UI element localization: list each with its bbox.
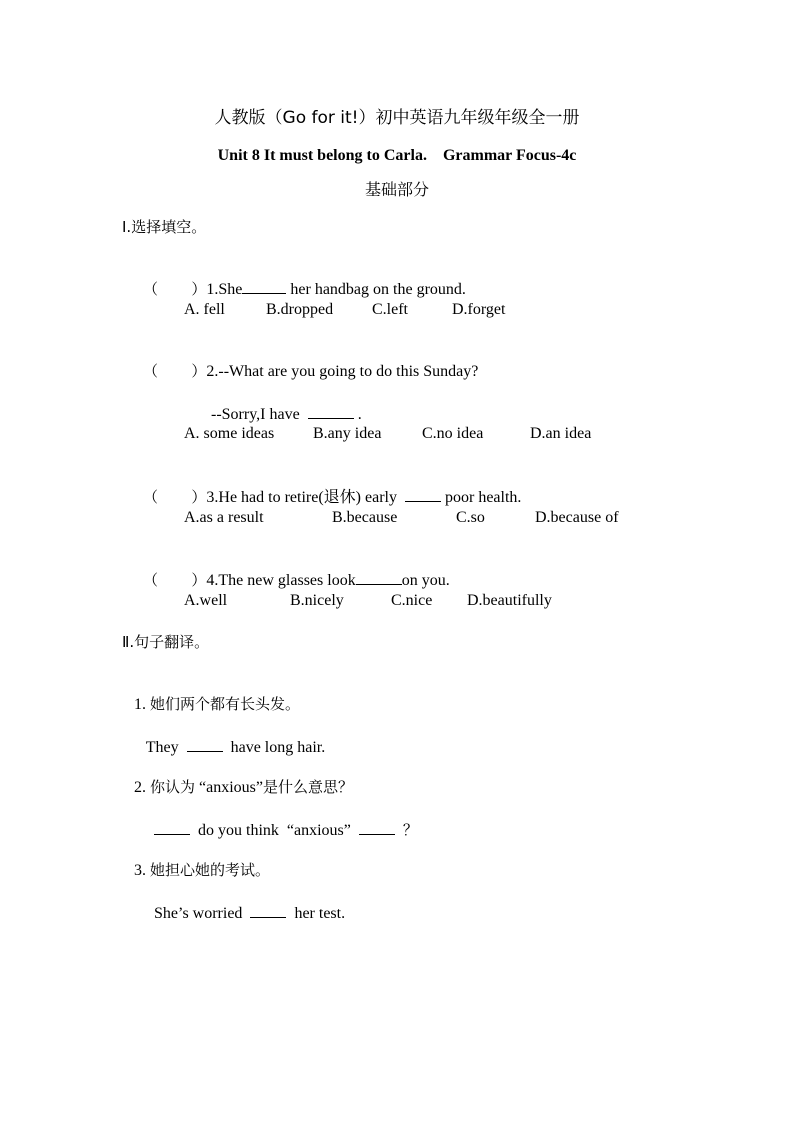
option-c: C.so: [456, 509, 485, 526]
document-title: 人教版（Go for it!）初中英语九年级年级全一册: [214, 108, 580, 128]
option-a: A.as a result: [184, 509, 264, 526]
part-heading: 基础部分: [364, 180, 429, 199]
answer-paren[interactable]: （ ）: [143, 280, 207, 298]
translation-1-chinese: 她们两个都有长头发。: [150, 695, 301, 713]
translation-2-chinese-end: 是什么意思？: [263, 778, 354, 796]
translation-3-answer: [138, 882, 345, 944]
item-number: 1.: [134, 696, 146, 713]
blank[interactable]: [359, 819, 395, 835]
translation-3-chinese: 她担心她的考试。: [150, 861, 271, 879]
answer-text: do you think “anxious”: [198, 822, 351, 839]
answer-text: have long hair.: [230, 739, 326, 756]
question-1-stem-a: 1.She: [206, 281, 243, 298]
answer-paren[interactable]: （ ）: [143, 362, 207, 380]
option-b: B.any idea: [313, 425, 382, 442]
option-a: A. some ideas: [184, 425, 275, 442]
blank[interactable]: [154, 819, 190, 835]
answer-text: her test.: [294, 905, 346, 922]
question-4-stem-b: on you.: [401, 572, 450, 589]
option-c: C.no idea: [422, 425, 484, 442]
question-3-stem-a: 3.He had to retire(退休) early: [206, 489, 397, 506]
option-b: B.nicely: [290, 592, 344, 609]
item-number: 2.: [134, 779, 146, 796]
option-b: B.dropped: [266, 301, 334, 318]
blank[interactable]: [242, 278, 286, 294]
option-b: B.because: [332, 509, 398, 526]
blank[interactable]: [250, 902, 286, 918]
option-d: D.forget: [452, 301, 506, 318]
question-4-stem-a: 4.The new glasses look: [206, 572, 356, 589]
section1-heading: Ⅰ.选择填空。: [122, 218, 207, 236]
blank[interactable]: [308, 403, 354, 419]
option-d: D.an idea: [530, 425, 592, 442]
answer-text: They: [145, 739, 179, 756]
blank[interactable]: [356, 569, 402, 585]
option-a: A.well: [184, 592, 228, 609]
option-d: D.because of: [535, 509, 619, 526]
option-a: A. fell: [184, 301, 225, 318]
section2-heading: Ⅱ.句子翻译。: [122, 633, 210, 651]
option-c: C.nice: [391, 592, 433, 609]
answer-text: She’s worried: [154, 905, 243, 922]
translation-2-quote: “anxious”: [199, 779, 263, 796]
answer-paren[interactable]: （ ）: [143, 571, 207, 589]
question-3-stem-b: poor health.: [440, 489, 522, 506]
option-c: C.left: [372, 301, 408, 318]
translation-2-chinese: 你认为: [150, 778, 196, 796]
unit-subtitle: Unit 8 It must belong to Carla. Grammar Focus-4c: [217, 147, 577, 164]
question-2-stem: 2.--What are you going to do this Sunday?: [206, 363, 479, 380]
option-d: D.beautifully: [467, 592, 552, 609]
question-2-line2-b: .: [353, 406, 362, 423]
blank[interactable]: [405, 486, 441, 502]
answer-paren[interactable]: （ ）: [143, 488, 207, 506]
blank[interactable]: [187, 736, 223, 752]
question-1-stem-b: her handbag on the ground.: [286, 281, 466, 298]
item-number: 3.: [134, 862, 146, 879]
answer-text: ？: [402, 821, 418, 839]
question-2-line2-a: --Sorry,I have: [211, 406, 300, 423]
